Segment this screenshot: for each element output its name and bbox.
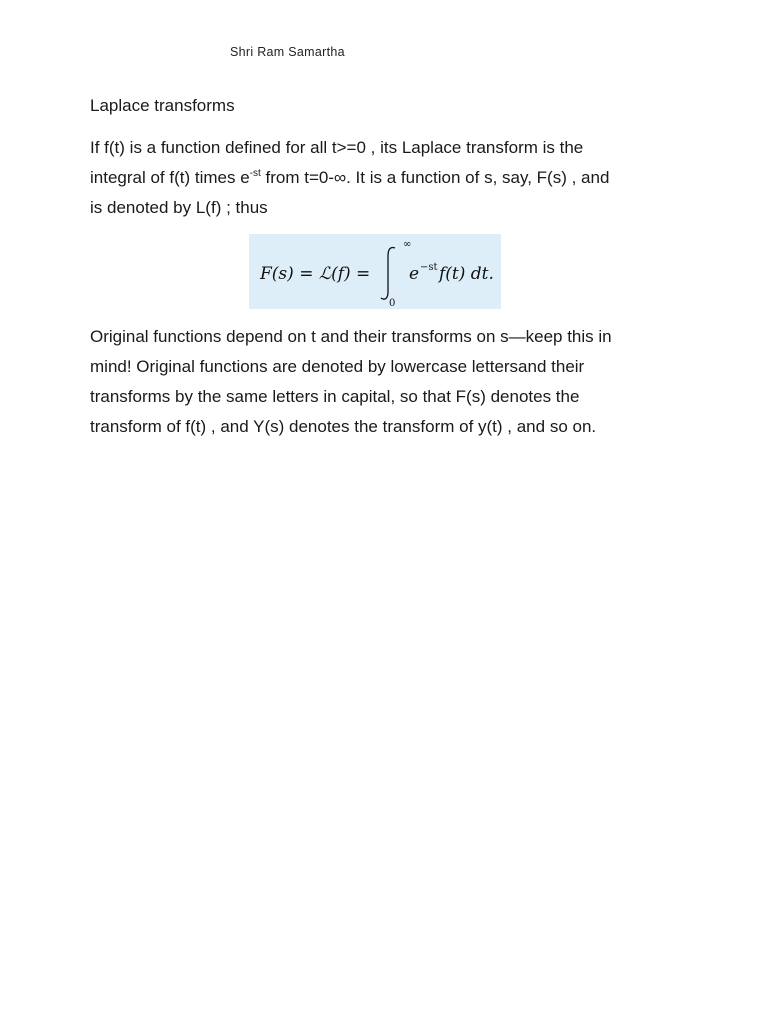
upper-limit: ∞ bbox=[403, 239, 412, 250]
paragraph-line: transforms by the same letters in capital, so that F(s) denotes the bbox=[90, 387, 580, 406]
integrand-base: e bbox=[409, 264, 420, 284]
definition-paragraph bbox=[90, 133, 690, 223]
exponent-superscript: -st bbox=[249, 168, 261, 179]
paragraph-line: is denoted by L(f) ; thus bbox=[90, 198, 268, 217]
formula-graphic bbox=[249, 234, 501, 309]
paragraph-line bbox=[90, 163, 690, 193]
paragraph-line: Original functions depend on t and their transforms on s—keep this in bbox=[90, 327, 612, 346]
line-text: integral of f(t) times e bbox=[90, 168, 250, 187]
paragraph-line: If f(t) is a function defined for all t>=0 , its Laplace transform is the bbox=[90, 138, 584, 157]
integrand-exponent: −st bbox=[420, 262, 438, 273]
laplace-formula-image bbox=[249, 234, 501, 309]
paragraph-line: transform of f(t) , and Y(s) denotes the transform of y(t) , and so on. bbox=[90, 417, 597, 436]
lower-limit: 0 bbox=[389, 298, 396, 309]
author-header: Shri Ram Samartha bbox=[230, 45, 345, 59]
notation-paragraph bbox=[90, 322, 690, 442]
line-text: from t=0-∞. It is a function of s, say, F(s) , and bbox=[260, 168, 610, 187]
paragraph-line: mind! Original functions are denoted by lowercase lettersand their bbox=[90, 357, 585, 376]
integrand-rest: f(t) dt. bbox=[439, 264, 494, 284]
integral-sign bbox=[381, 247, 395, 299]
section-heading: Laplace transforms bbox=[90, 96, 235, 115]
formula-lhs: F(s) = ℒ(f) = bbox=[260, 264, 371, 284]
